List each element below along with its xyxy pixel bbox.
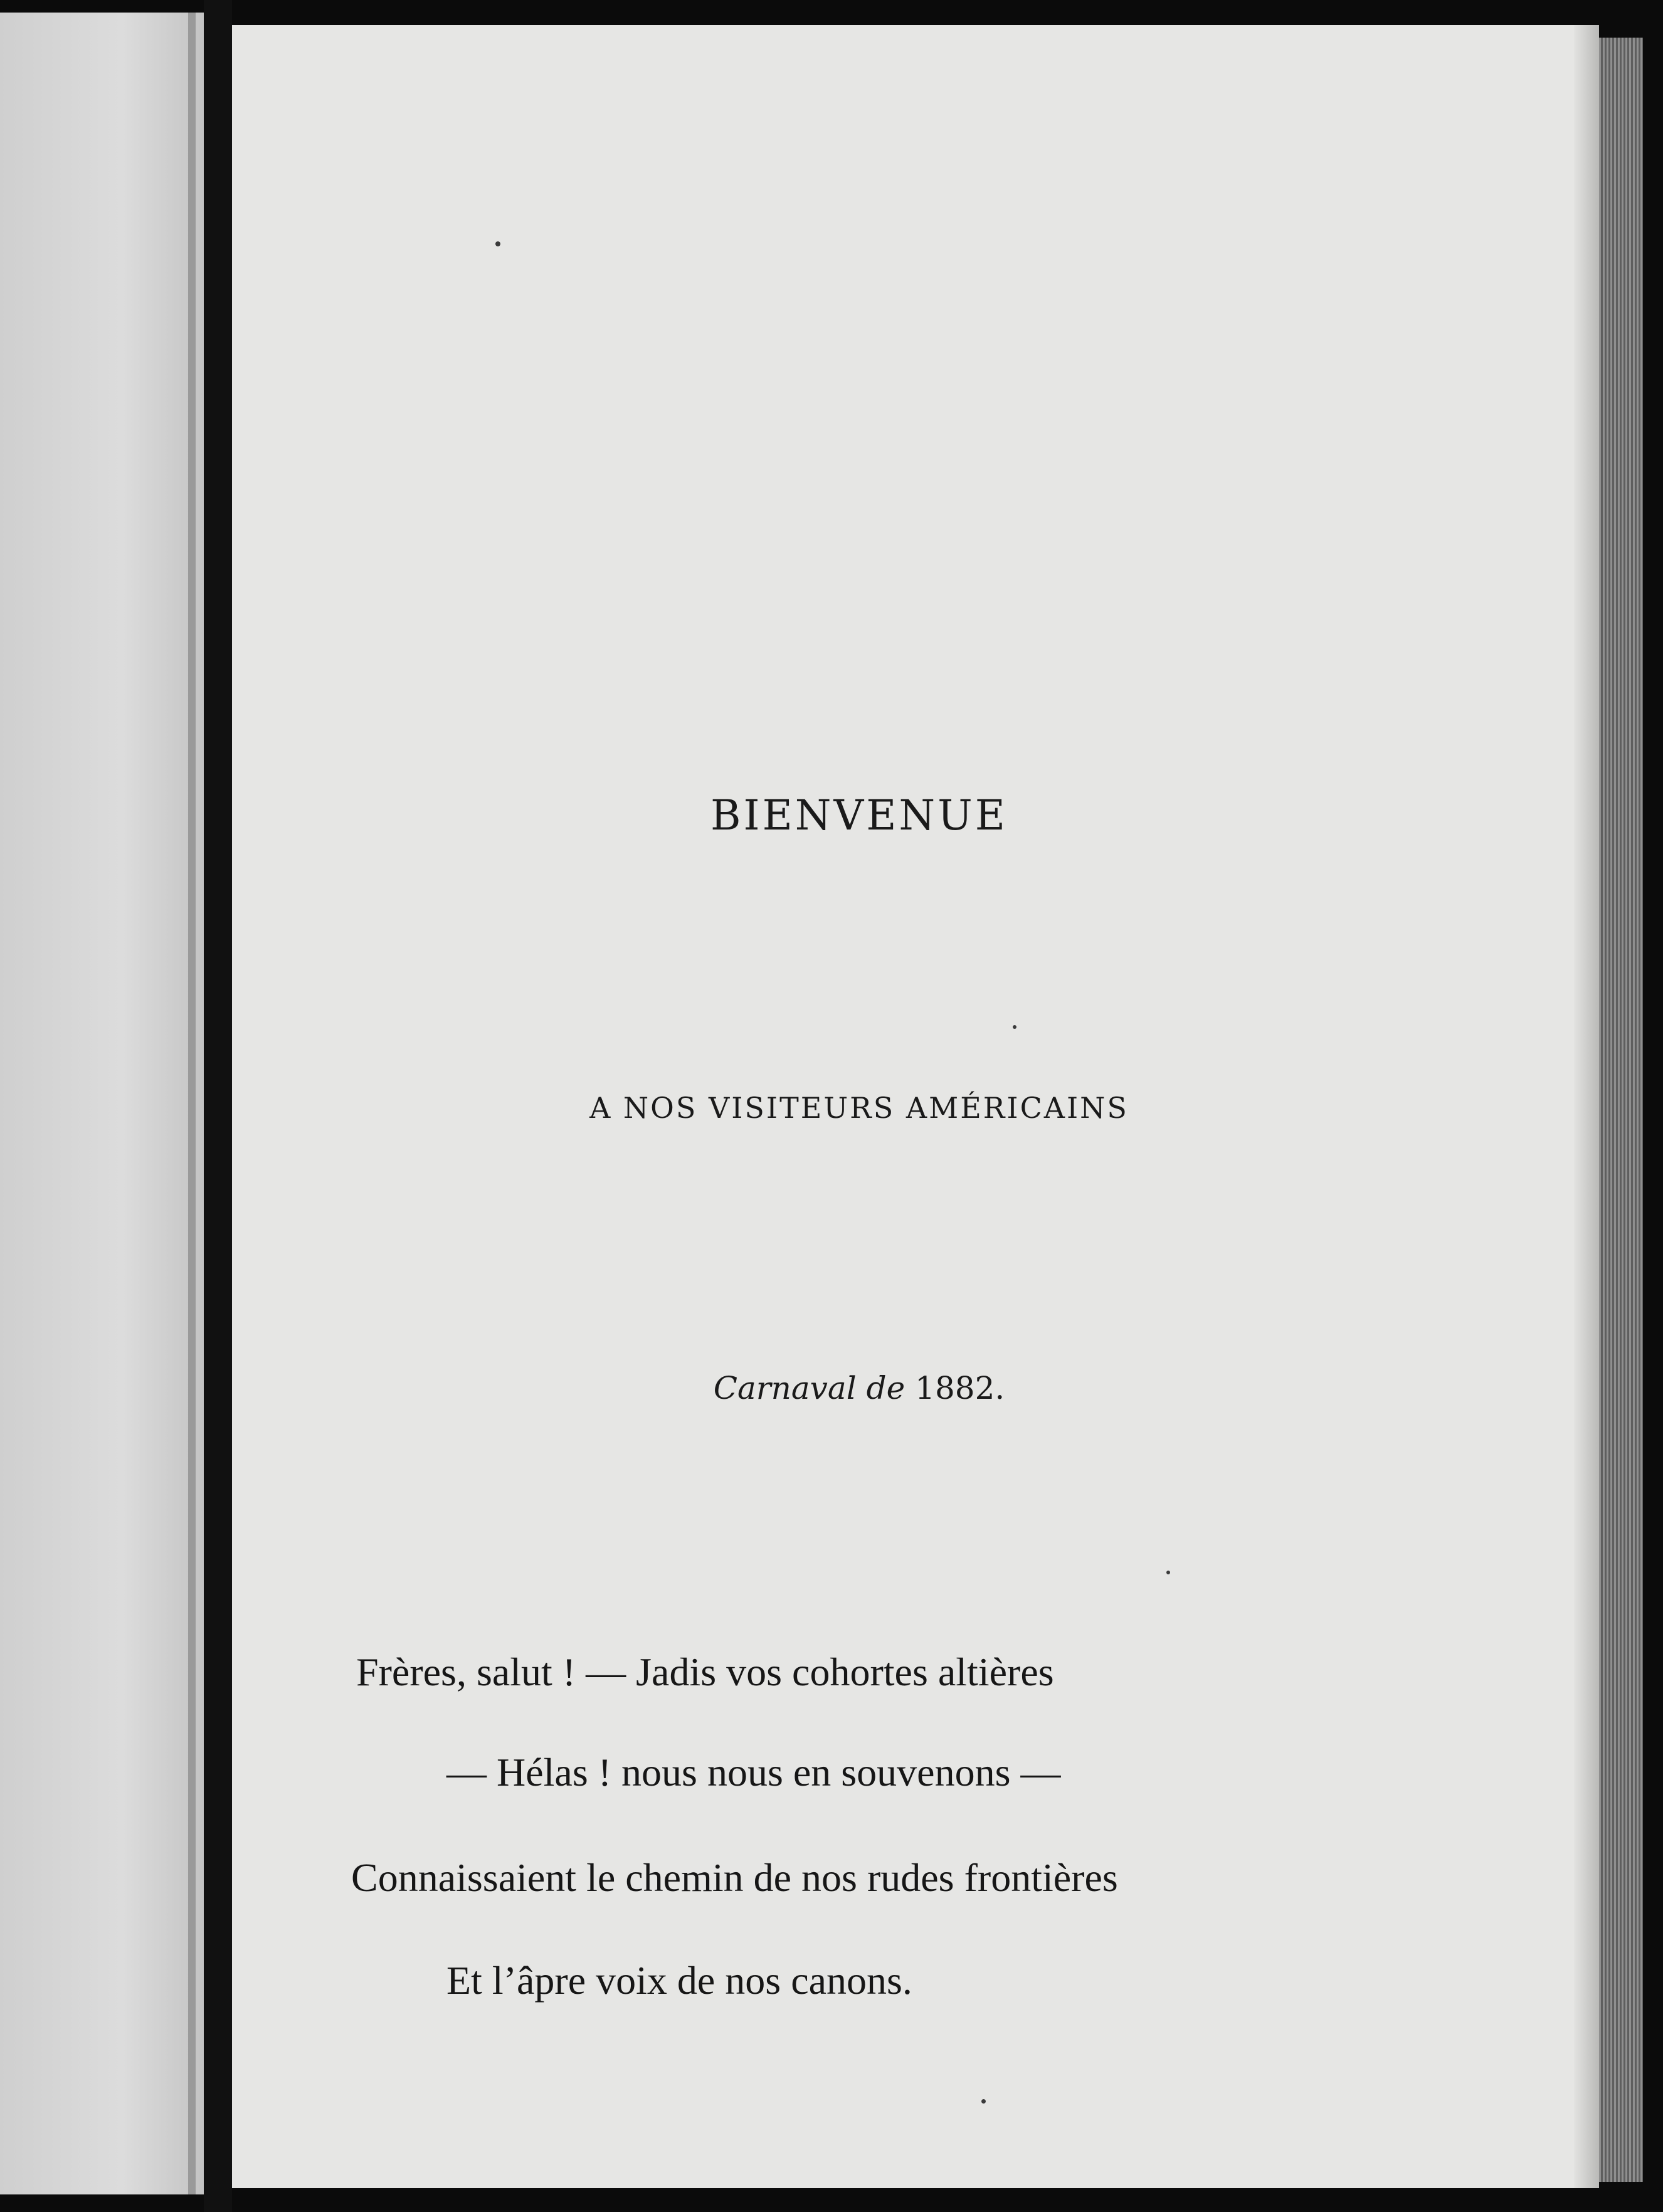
- verse-line-2: — Hélas ! nous nous en souvenons —: [446, 1750, 1061, 1794]
- verse-line-1: Frères, salut ! — Jadis vos cohortes altières: [356, 1650, 1054, 1694]
- verse-line-3: Connaissaient le chemin de nos rudes frontières: [351, 1855, 1118, 1900]
- book-gutter: [204, 0, 232, 2212]
- paper-speck: [981, 2099, 986, 2104]
- page-title: BIENVENUE: [710, 791, 1008, 840]
- date-line: [232, 1370, 1486, 1406]
- left-page: [0, 13, 204, 2194]
- fore-edge: [1599, 38, 1643, 2182]
- paper-speck: [1166, 1571, 1170, 1574]
- dedication-subtitle: A NOS VISITEURS AMÉRICAINS: [589, 1091, 1129, 1125]
- date-label: Carnaval de: [713, 1370, 905, 1406]
- page-edge-shadow: [1574, 25, 1599, 2188]
- verse-line-4: Et l’âpre voix de nos canons.: [446, 1958, 912, 2003]
- date-year: 1882.: [915, 1370, 1005, 1406]
- left-page-edge: [188, 13, 196, 2194]
- paper-speck: [495, 241, 500, 246]
- paper-speck: [1013, 1025, 1016, 1029]
